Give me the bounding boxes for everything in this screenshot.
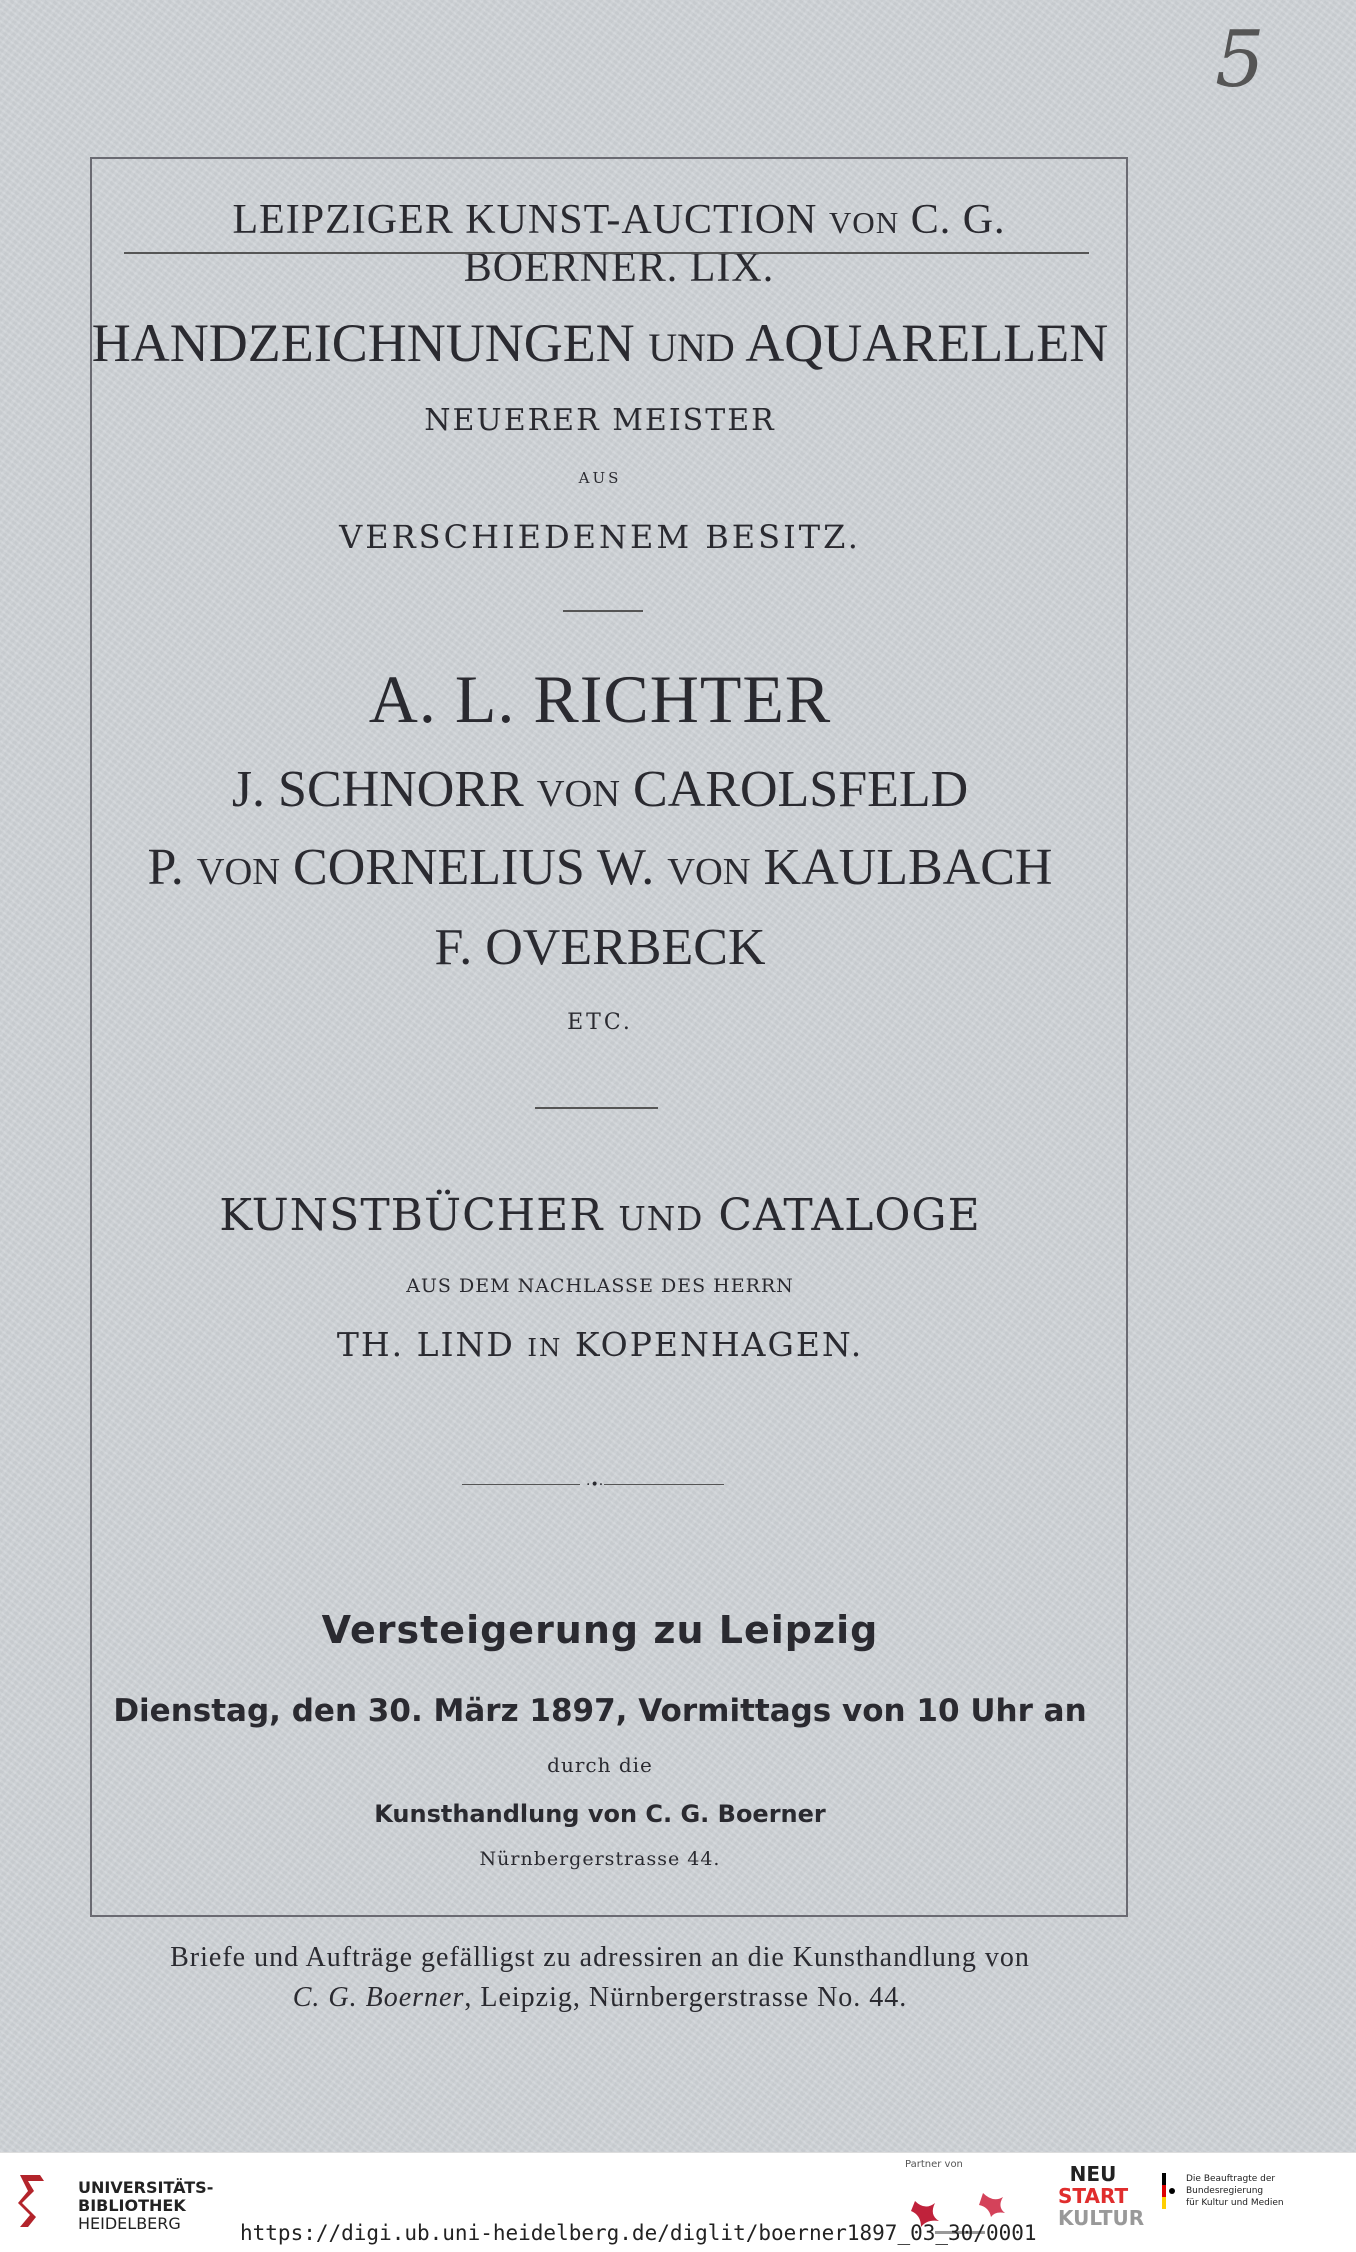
artist-schnorr-von: VON [536, 773, 621, 815]
artist-schnorr-b: CAROLSFELD [633, 761, 969, 818]
library-line1: UNIVERSITÄTS- [78, 2178, 214, 2197]
section1-besitz: VERSCHIEDENEM BESITZ. [339, 518, 861, 556]
partner-label: Partner von [905, 2159, 963, 2170]
footnote-name: C. G. Boerner [292, 1982, 465, 2013]
page-url[interactable]: https://digi.ub.uni-heidelberg.de/diglit/boerner1897_03_30/0001 [240, 2221, 1037, 2245]
artist-schnorr-a: J. SCHNORR [231, 761, 524, 818]
neustart-line2: START [1058, 2184, 1129, 2208]
viewer-footer [0, 2152, 1356, 2252]
section1-title [0, 312, 1200, 374]
auction-title: Versteigerung zu Leipzig [321, 1608, 879, 1652]
divider-2 [535, 1107, 658, 1109]
neustart-kultur-logo[interactable] [1058, 2162, 1145, 2235]
header-connector: VON [828, 205, 900, 240]
handwritten-page-number: 5 [1215, 15, 1265, 105]
artist-line3-c: KAULBACH [763, 839, 1053, 896]
section1-title-a: HANDZEICHNUNGEN [91, 313, 635, 373]
footnote-rest: , Leipzig, Nürnbergerstrasse No. 44. [464, 1982, 908, 2013]
auction-address: Nürnbergerstrasse 44. [479, 1848, 721, 1870]
divider-1 [563, 610, 643, 612]
ornament-divider [462, 1477, 724, 1493]
footnote-line1: Briefe und Aufträge gefälligst zu adressiren an die Kunsthandlung von [170, 1942, 1030, 1973]
section2-subtitle: AUS DEM NACHLASSE DES HERRN [406, 1275, 794, 1297]
ornament-line-left [462, 1484, 580, 1485]
section2-title-b: CATALOGE [718, 1190, 981, 1241]
bkm-line2: für Kultur und Medien [1186, 2198, 1284, 2208]
ornament-dot: ·•· [586, 1477, 604, 1493]
german-flag-icon [1162, 2173, 1176, 2209]
artist-line3-von1: VON [196, 851, 281, 893]
artist-richter: A. L. RICHTER [368, 661, 832, 737]
library-line3: HEIDELBERG [78, 2214, 181, 2233]
section1-aus: AUS [578, 469, 622, 487]
artist-cornelius-kaulbach [0, 838, 1200, 897]
header-publisher: C. G. BOERNER. LIX. [463, 197, 1006, 291]
neustart-line3: KULTUR [1058, 2206, 1145, 2230]
neustart-line1: NEU [1069, 2162, 1117, 2186]
section2-name [0, 1325, 1200, 1364]
catalog-header [154, 196, 1084, 292]
artists-etc: ETC. [567, 1010, 633, 1035]
library-logo-icon[interactable] [14, 2171, 66, 2231]
section1-title-b: AQUARELLEN [745, 313, 1109, 373]
artist-schnorr [0, 760, 1200, 819]
section2-title-und: UND [618, 1200, 704, 1238]
header-rule [124, 252, 1089, 254]
section2-title-a: KUNSTBÜCHER [219, 1190, 604, 1241]
section2-title [0, 1190, 1200, 1241]
auction-date: Dienstag, den 30. März 1897, Vormittags von 10 Uhr an [113, 1693, 1087, 1729]
section2-name-b: KOPENHAGEN. [574, 1325, 864, 1364]
library-line2: BIBLIOTHEK [78, 2196, 186, 2215]
artist-line3-a: P. [147, 839, 184, 896]
artist-overbeck: F. OVERBECK [434, 919, 766, 976]
footnote-line2 [150, 1978, 1050, 2018]
bkm-logo[interactable] [1160, 2167, 1336, 2227]
section2-name-a: TH. LIND [336, 1325, 515, 1364]
library-name[interactable] [78, 2179, 213, 2233]
footnote [150, 1938, 1050, 2018]
auction-durch: durch die [547, 1753, 653, 1777]
section1-title-und: UND [648, 325, 735, 370]
auction-dealer: Kunsthandlung von C. G. Boerner [374, 1800, 826, 1828]
ornament-line-right [604, 1484, 724, 1485]
section2-name-in: IN [527, 1333, 563, 1362]
section1-subtitle: NEUERER MEISTER [424, 403, 776, 438]
bkm-text [1186, 2173, 1336, 2209]
bkm-line1: Die Beauftragte der Bundesregierung [1186, 2174, 1276, 2196]
header-main: LEIPZIGER KUNST-AUCTION [232, 197, 818, 243]
artist-line3-von2: VON [667, 851, 751, 893]
artist-line3-b: CORNELIUS W. [293, 839, 655, 896]
